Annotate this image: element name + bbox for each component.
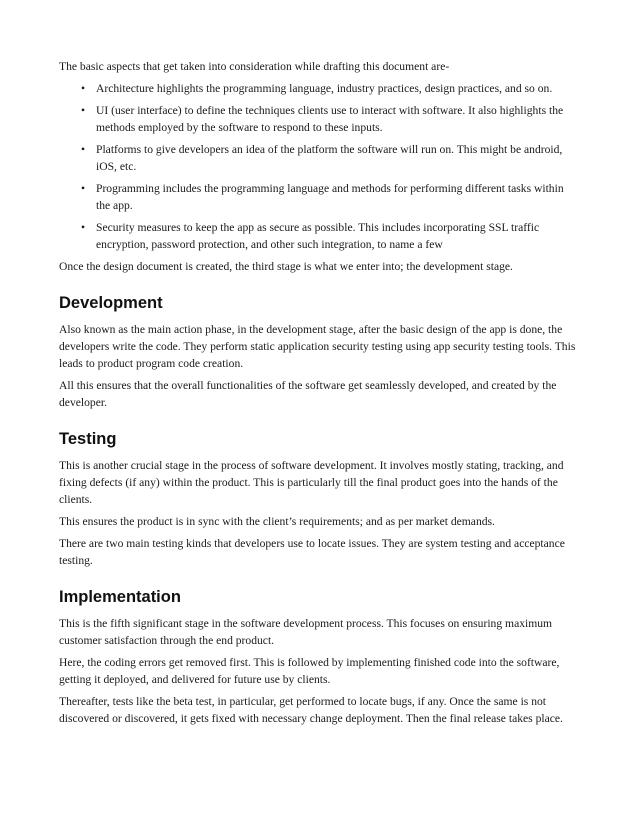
development-heading: Development	[59, 294, 163, 312]
bullet-icon: •	[81, 143, 86, 156]
testing-heading: Testing	[59, 430, 117, 448]
implementation-heading: Implementation	[59, 588, 181, 606]
list-item	[81, 102, 582, 136]
aspects-list	[59, 80, 582, 253]
bullet-icon: •	[81, 82, 86, 95]
design-summary-paragraph: Once the design document is created, the third stage is what we enter into; the development stage.	[59, 260, 513, 273]
testing-paragraph: There are two main testing kinds that developers use to locate issues. They are system testing and acceptance testing.	[59, 537, 565, 567]
list-item-text: Security measures to keep the app as secure as possible. This includes incorporating SSL traffic encryption, password protection, and other such integration, to name a few	[96, 221, 540, 251]
list-item-text: Architecture highlights the programming language, industry practices, design practices, and so on.	[96, 82, 553, 95]
list-item	[81, 180, 582, 214]
bullet-icon: •	[81, 182, 86, 195]
testing-paragraph: This ensures the product is in sync with the client’s requirements; and as per market demands.	[59, 515, 495, 528]
bullet-icon: •	[81, 104, 86, 117]
list-item	[81, 219, 582, 253]
list-item	[81, 80, 582, 97]
testing-paragraph: This is another crucial stage in the process of software development. It involves mostly stating, tracking, and fixing defects (if any) within the product. This is particularly till the final product goes into the hands of the clients.	[59, 459, 564, 506]
list-item	[81, 141, 582, 175]
list-item-text: UI (user interface) to define the techniques clients use to interact with software. It also highlights the methods employed by the software to respond to these inputs.	[96, 104, 564, 134]
development-paragraph: All this ensures that the overall functionalities of the software get seamlessly developed, and created by the developer.	[59, 379, 557, 409]
implementation-paragraph: Here, the coding errors get removed first. This is followed by implementing finished code into the software, getting it deployed, and delivered for future use by clients.	[59, 656, 560, 686]
list-item-text: Programming includes the programming language and methods for performing different tasks within the app.	[96, 182, 564, 212]
implementation-paragraph: Thereafter, tests like the beta test, in particular, get performed to locate bugs, if any. Once the same is not discovered or discovered, it gets fixed with necessary change deployment. Then the final release takes place.	[59, 695, 563, 725]
development-paragraph: Also known as the main action phase, in the development stage, after the basic design of the app is done, the developers write the code. They perform static application security testing using app security testing tools. This leads to product program code creation.	[59, 323, 576, 370]
list-item-text: Platforms to give developers an idea of the platform the software will run on. This might be android, iOS, etc.	[96, 143, 563, 173]
intro-paragraph: The basic aspects that get taken into consideration while drafting this document are-	[59, 60, 450, 73]
bullet-icon: •	[81, 221, 86, 234]
implementation-paragraph: This is the fifth significant stage in the software development process. This focuses on ensuring maximum customer satisfaction through the end product.	[59, 617, 553, 647]
